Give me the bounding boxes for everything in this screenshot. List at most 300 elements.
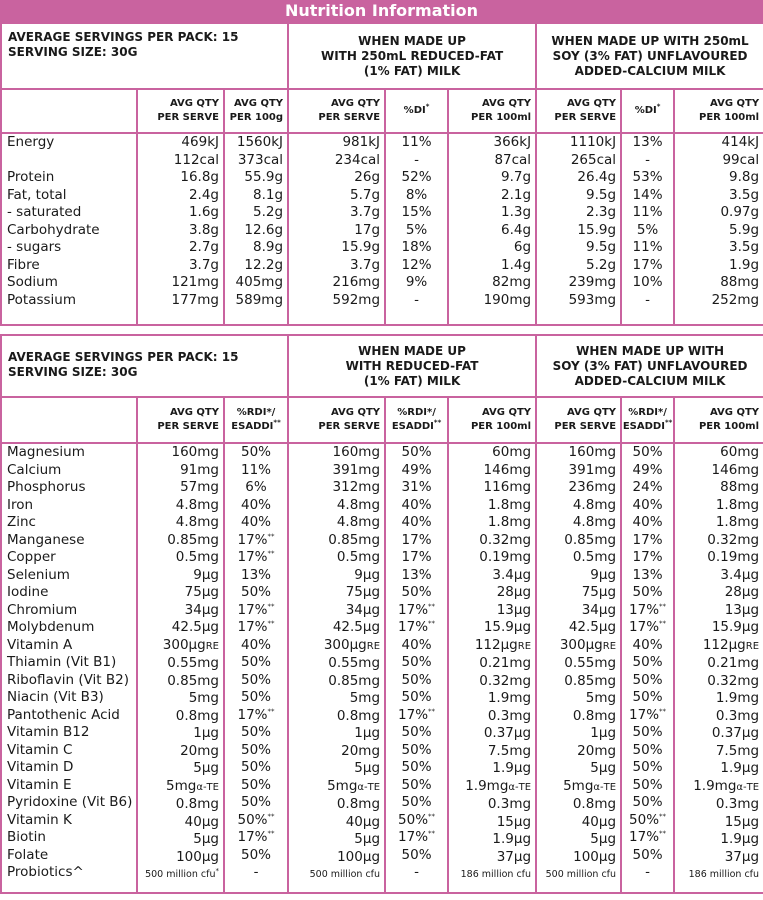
column-header-line: AVG QTY [710, 98, 760, 109]
column-header-line: PER SERVE [554, 112, 617, 123]
nutrient-value: 391mg [332, 461, 381, 478]
column-header-line: PER SERVE [157, 421, 219, 432]
nutrient-value: 186 million cfu [688, 869, 760, 880]
column-header [621, 397, 674, 443]
nutrient-value: 1µg [193, 725, 219, 741]
nutrient-value: 2.1g [501, 186, 532, 203]
nutrient-value: 17%** [237, 619, 275, 635]
nutrient-value: 592mg [332, 291, 381, 308]
nutrient-value: 2.3g [586, 204, 617, 220]
column-header-line: AVG QTY [233, 98, 284, 109]
column-header [385, 397, 448, 443]
nutrient-value: 405mg [235, 274, 284, 290]
nutrient-value: 87cal [494, 151, 532, 168]
column-header-line: PER SERVE [554, 421, 617, 432]
column-header-line: PER SERVE [318, 421, 381, 432]
nutrient-value: 40% [401, 636, 432, 653]
nutrient-value: 0.32mg [479, 531, 532, 548]
nutrient-value: 177mg [171, 291, 219, 308]
nutrient-value: 5µg [590, 831, 617, 847]
nutrient-value: 17%** [398, 619, 436, 635]
value-column [448, 443, 536, 893]
nutrient-value: 26.4g [577, 169, 617, 185]
servings-per-pack: AVERAGE SERVINGS PER PACK: 15 [8, 350, 239, 364]
nutrient-value: 300µgRE [559, 636, 617, 653]
nutrient-value: 0.85mg [564, 531, 617, 548]
nutrient-value: 13% [241, 566, 272, 583]
column-header-line: ESADDI** [622, 418, 673, 432]
nutrient-name: Biotin [7, 829, 46, 845]
nutrient-value: 50% [401, 654, 432, 670]
nutrient-value: 0.32mg [707, 672, 760, 689]
column-header-line: %RDI*/ [236, 407, 276, 418]
nutrient-value: 1.8mg [487, 514, 532, 530]
nutrient-value: 146mg [711, 461, 760, 478]
nutrient-value: 981kJ [342, 134, 381, 150]
column-headers [1, 89, 763, 133]
nutrient-name [2, 152, 136, 170]
nutrient-value: - [645, 151, 650, 168]
nutrient-value: 50% [241, 724, 272, 740]
nutrient-value: 8% [405, 186, 428, 203]
nutrient-value: 3.8g [188, 221, 219, 238]
nutrient-value: 1110kJ [569, 134, 617, 150]
nutrient-name: - sugars [7, 239, 62, 255]
nutrient-value: 100µg [176, 848, 219, 865]
nutrient-value: 50% [632, 724, 663, 740]
nutrient-value: 88mg [720, 479, 760, 495]
column-header [536, 89, 621, 133]
nutrient-value: 0.8mg [336, 796, 381, 812]
nutrient-value: 53% [632, 169, 663, 185]
nutrient-value: 50% [401, 584, 432, 600]
nutrient-name: Iron [7, 496, 34, 513]
column-header [385, 89, 448, 133]
nutrient-value: 50% [632, 776, 663, 793]
nutrient-value: 99cal [722, 151, 760, 168]
nutrient-value: 50% [632, 846, 663, 863]
page-title: Nutrition Information [284, 1, 479, 20]
nutrient-value: 17%** [629, 619, 667, 635]
nutrient-name: Calcium [7, 461, 62, 478]
nutrient-value: 0.3mg [487, 707, 532, 724]
nutrient-value: 34µg [581, 601, 617, 618]
nutrient-value: 469kJ [181, 134, 219, 150]
nutrient-value: 500 million cfu [309, 869, 381, 880]
group-heading-line: (1% FAT) MILK [363, 373, 461, 388]
nutrient-value: 9.7g [501, 169, 532, 185]
nutrient-value: 11% [632, 204, 663, 220]
group-heading-line: (1% FAT) MILK [363, 63, 461, 78]
nutrient-value: 160mg [568, 444, 617, 460]
nutrient-value: 60mg [720, 444, 760, 460]
nutrient-value: 9µg [354, 566, 381, 583]
nutrient-value: 5mg [188, 690, 219, 706]
blank-header-cell [1, 397, 137, 443]
nutrient-name: Copper [7, 549, 56, 565]
nutrient-value: 1.8mg [715, 514, 760, 530]
nutrient-value: 589mg [235, 291, 284, 308]
nutrient-value: 49% [401, 461, 432, 478]
nutrient-value: 12.2g [244, 256, 284, 273]
nutrient-value: 239mg [568, 274, 617, 290]
nutrient-value: 75µg [581, 584, 617, 600]
nutrient-value: 0.32mg [479, 672, 532, 689]
nutrition-table-micros [0, 334, 763, 894]
nutrient-value: 17% [401, 531, 432, 548]
nutrient-value: 50% [632, 584, 663, 600]
nutrient-value: 5mg [349, 690, 381, 706]
column-header [448, 89, 536, 133]
nutrient-name: Probiotics^ [7, 864, 84, 880]
nutrient-name: Vitamin E [7, 776, 72, 793]
nutrient-value: 15.9g [341, 239, 381, 255]
column-header-line: AVG QTY [330, 407, 381, 418]
nutrient-value: 5% [405, 221, 428, 238]
nutrient-name: Sodium [7, 274, 58, 290]
nutrient-value: 40% [632, 636, 663, 653]
nutrient-value: 50%** [629, 811, 667, 828]
nutrient-value: 6.4g [501, 221, 532, 238]
nutrient-value: 42.5µg [171, 619, 219, 635]
nutrient-value: 20mg [577, 742, 617, 759]
nutrient-value: 50% [632, 671, 663, 688]
column-header-line: PER 100ml [699, 112, 760, 123]
nutrient-value: 17%** [237, 549, 275, 565]
nutrient-value: 50% [241, 794, 272, 810]
nutrient-value: 75µg [184, 584, 219, 600]
nutrient-value: 91mg [180, 461, 219, 478]
nutrient-value: 10% [632, 274, 663, 290]
nutrient-value: 17%** [237, 601, 275, 618]
nutrient-name: Vitamin D [7, 759, 74, 775]
nutrient-value: 1.3g [501, 204, 532, 220]
column-header-line: %DI* [403, 102, 430, 116]
nutrient-value: 1.9mgα-TE [465, 777, 532, 794]
nutrient-value: 2.4g [188, 186, 219, 203]
group-heading-line: SOY (3% FAT) UNFLAVOURED [552, 48, 748, 63]
column-header-line: %DI* [634, 102, 661, 116]
nutrient-value: 1.8mg [715, 496, 760, 513]
nutrient-value: 37µg [496, 848, 532, 865]
nutrient-value: 1.8mg [487, 496, 532, 513]
column-header [288, 89, 385, 133]
nutrient-value: 0.8mg [175, 707, 219, 724]
nutrient-value: 1.9mg [487, 690, 532, 706]
nutrition-table-macros [0, 22, 763, 326]
nutrient-value: 34µg [184, 601, 219, 618]
nutrient-value: 373cal [237, 151, 284, 168]
nutrient-value: 1.9µg [492, 760, 532, 776]
nutrient-value: 216mg [332, 274, 381, 290]
blank-header-cell [1, 89, 137, 133]
value-column [621, 133, 674, 325]
nutrient-value: 13µg [724, 601, 760, 618]
nutrient-value: 0.85mg [328, 531, 381, 548]
nutrient-value: 50% [241, 741, 272, 758]
column-header-line: PER 100ml [470, 112, 532, 123]
nutrient-value: 50% [632, 654, 663, 670]
nutrient-value: 5.2g [252, 204, 284, 220]
nutrient-name: Protein [7, 169, 55, 185]
nutrient-value: 57mg [180, 479, 219, 495]
nutrient-value: 75µg [345, 584, 381, 600]
column-header [288, 397, 385, 443]
nutrient-value: 0.85mg [564, 672, 617, 689]
column-header [621, 89, 674, 133]
nutrient-value: 593mg [568, 291, 617, 308]
nutrient-name: Pantothenic Acid [7, 706, 120, 723]
nutrient-value: 0.8mg [572, 707, 617, 724]
value-column [224, 443, 288, 893]
nutrient-value: 8.1g [252, 186, 284, 203]
nutrient-value: 17%** [237, 531, 275, 548]
nutrient-value: 7.5mg [715, 742, 760, 759]
nutrient-name: Vitamin A [7, 636, 73, 653]
nutrient-value: 11% [632, 239, 663, 255]
column-header-line: PER 100g [229, 112, 284, 123]
nutrient-value: 4.8mg [175, 496, 219, 513]
column-header-line: %RDI*/ [397, 407, 436, 418]
column-header-line: ESADDI** [391, 418, 442, 432]
nutrient-value: 3.4µg [492, 566, 532, 583]
nutrient-value: 20mg [180, 742, 219, 759]
nutrient-name-column [1, 443, 137, 893]
nutrient-value: 391mg [568, 461, 617, 478]
table-body [1, 133, 763, 325]
nutrient-value: 50%** [398, 811, 436, 828]
group-heading-line: WHEN MADE UP [358, 33, 466, 48]
nutrient-value: 17%** [629, 829, 667, 845]
nutrient-value: 112cal [173, 151, 219, 168]
nutrient-value: - [414, 291, 419, 308]
nutrient-value: 50% [401, 724, 432, 740]
nutrient-value: 146mg [483, 461, 532, 478]
nutrient-value: 5µg [590, 760, 617, 776]
nutrient-name: Vitamin C [7, 741, 73, 758]
nutrient-value: 17g [354, 221, 381, 238]
nutrient-value: 50% [401, 759, 432, 775]
nutrient-value: 17% [632, 256, 663, 273]
nutrient-value: 12.6g [244, 221, 284, 238]
column-header [224, 397, 288, 443]
nutrient-value: 31% [401, 479, 432, 495]
nutrient-value: 0.37µg [483, 725, 532, 741]
nutrient-value: 24% [632, 479, 663, 495]
column-header [137, 397, 224, 443]
nutrient-value: 5.2g [586, 256, 617, 273]
nutrient-value: 50% [401, 444, 432, 460]
group-heading-line: WITH 250mL REDUCED-FAT [320, 48, 504, 63]
nutrient-value: 9.8g [729, 169, 760, 185]
column-header-line: PER 100ml [470, 421, 532, 432]
nutrient-value: 414kJ [721, 134, 760, 150]
nutrient-value: 116mg [483, 479, 532, 495]
column-header [536, 397, 621, 443]
servings-heading [1, 23, 288, 89]
column-header-line: AVG QTY [482, 98, 532, 109]
nutrient-value: 50% [241, 444, 272, 460]
nutrient-value: 9.5g [586, 186, 617, 203]
nutrient-value: 50% [632, 741, 663, 758]
nutrient-value: 0.97g [720, 204, 760, 220]
nutrient-value: 40% [632, 496, 663, 513]
nutrient-value: 0.37µg [711, 725, 760, 741]
nutrient-value: 8.9g [252, 239, 284, 255]
nutrient-value: 50%** [237, 811, 275, 828]
nutrient-value: 34µg [345, 601, 381, 618]
nutrient-value: 13µg [496, 601, 532, 618]
column-header-line: AVG QTY [169, 407, 219, 418]
nutrient-value: 3.7g [188, 256, 219, 273]
nutrient-value: 186 million cfu [460, 869, 532, 880]
column-header [448, 397, 536, 443]
nutrient-value: 3.5g [729, 239, 760, 255]
nutrient-value: 26g [354, 169, 381, 185]
nutrient-value: 88mg [720, 274, 760, 290]
nutrient-value: 17%** [398, 829, 436, 845]
nutrient-value: 42.5µg [332, 619, 381, 635]
nutrient-value: 5mg [585, 690, 617, 706]
nutrient-value: 50% [241, 689, 272, 705]
nutrient-value: 20mg [341, 742, 381, 759]
nutrient-value: 40µg [345, 813, 381, 830]
value-column [448, 133, 536, 325]
nutrient-value: 11% [401, 134, 432, 150]
nutrient-value: 37µg [724, 848, 760, 865]
nutrient-value: 15.9µg [711, 619, 760, 635]
nutrient-value: 28µg [724, 584, 760, 600]
nutrient-value: 17%** [237, 706, 275, 723]
nutrient-value: 5% [636, 221, 659, 238]
group-heading-line: WHEN MADE UP [358, 343, 466, 358]
nutrient-value: 3.7g [349, 256, 381, 273]
nutrient-value: 50% [401, 776, 432, 793]
column-header [674, 397, 763, 443]
nutrient-value: 40% [632, 514, 663, 530]
nutrient-value: 0.3mg [715, 707, 760, 724]
nutrient-value: 4.8mg [175, 514, 219, 530]
nutrient-name: Magnesium [7, 444, 85, 460]
nutrient-value: 121mg [171, 274, 219, 290]
group-heading-line: ADDED-CALCIUM MILK [574, 63, 726, 78]
nutrient-value: 40% [401, 496, 432, 513]
group-heading-line: WITH REDUCED-FAT [345, 358, 479, 373]
column-header [674, 89, 763, 133]
servings-heading [1, 335, 288, 397]
column-header [137, 89, 224, 133]
nutrient-value: 9µg [193, 566, 219, 583]
nutrient-value: 50% [241, 846, 272, 863]
nutrient-value: 7.5mg [487, 742, 532, 759]
nutrient-name: Vitamin K [7, 811, 72, 828]
nutrient-value: 17% [632, 549, 663, 565]
nutrient-value: 9% [405, 274, 428, 290]
nutrient-value: 42.5µg [568, 619, 617, 635]
nutrient-value: 40% [241, 496, 272, 513]
title-banner [0, 0, 763, 22]
nutrient-name: Iodine [7, 584, 49, 600]
value-column [288, 443, 385, 893]
nutrient-value: 17% [401, 549, 432, 565]
nutrient-name: Selenium [7, 566, 70, 583]
nutrient-value: 16.8g [180, 169, 219, 185]
nutrient-value: 50% [632, 444, 663, 460]
nutrient-value: 1µg [590, 725, 617, 741]
nutrient-value: 5.9g [729, 221, 760, 238]
nutrient-value: 17%** [629, 601, 667, 618]
nutrient-value: 0.8mg [336, 707, 381, 724]
nutrient-value: 0.21mg [707, 655, 760, 671]
column-header-line: PER SERVE [157, 112, 219, 123]
value-column [536, 443, 621, 893]
nutrient-value: 50% [241, 584, 272, 600]
nutrient-value: 17%** [237, 829, 275, 845]
nutrient-value: 50% [241, 776, 272, 793]
nutrient-name: Thiamin (Vit B1) [7, 654, 117, 670]
nutrient-value: 0.55mg [328, 655, 381, 671]
nutrient-value: 5µg [354, 760, 381, 776]
nutrient-value: 160mg [171, 444, 219, 460]
soy-milk-heading [536, 335, 763, 397]
nutrient-value: 15µg [724, 813, 760, 830]
nutrient-value: 0.3mg [715, 796, 760, 812]
value-column [385, 133, 448, 325]
nutrient-value: 5mgα-TE [563, 777, 617, 794]
nutrient-name: Energy [7, 134, 55, 150]
nutrient-value: 50% [401, 741, 432, 758]
value-column [385, 443, 448, 893]
nutrient-value: 15.9g [577, 221, 617, 238]
reduced-fat-milk-heading [288, 335, 536, 397]
nutrient-value: 82mg [492, 274, 532, 290]
column-header-line: AVG QTY [169, 98, 219, 109]
nutrient-value: - [645, 291, 650, 308]
nutrient-value: 6% [245, 479, 267, 495]
nutrient-value: 5µg [193, 760, 219, 776]
column-headers [1, 397, 763, 443]
value-column [137, 443, 224, 893]
nutrient-name: Fibre [7, 256, 40, 273]
nutrient-value: 4.8mg [572, 496, 617, 513]
nutrient-value: 50% [632, 794, 663, 810]
nutrient-value: 13% [401, 566, 432, 583]
nutrient-value: 52% [401, 169, 432, 185]
nutrient-value: 50% [632, 759, 663, 775]
nutrient-name-column [1, 133, 137, 325]
nutrient-value: 50% [632, 689, 663, 705]
nutrient-value: 4.8mg [336, 496, 381, 513]
nutrient-value: 3.5g [729, 186, 760, 203]
nutrient-value: 0.19mg [479, 549, 532, 565]
group-heading-line: WHEN MADE UP WITH [576, 343, 724, 358]
nutrient-name: Riboflavin (Vit B2) [7, 671, 129, 688]
value-column [621, 443, 674, 893]
nutrient-name: Manganese [7, 531, 85, 548]
column-header-line: AVG QTY [330, 98, 381, 109]
nutrient-value: 160mg [332, 444, 381, 460]
value-column [288, 133, 385, 325]
nutrient-value: 0.8mg [572, 796, 617, 812]
nutrient-value: 17%** [629, 706, 667, 723]
nutrient-value: 190mg [483, 291, 532, 308]
nutrient-value: 0.85mg [167, 531, 219, 548]
group-heading-line: WHEN MADE UP WITH 250mL [551, 33, 749, 48]
nutrient-value: 50% [241, 671, 272, 688]
column-header-line: AVG QTY [566, 407, 617, 418]
column-header-line: AVG QTY [481, 407, 532, 418]
nutrient-value: 2.7g [188, 239, 219, 255]
